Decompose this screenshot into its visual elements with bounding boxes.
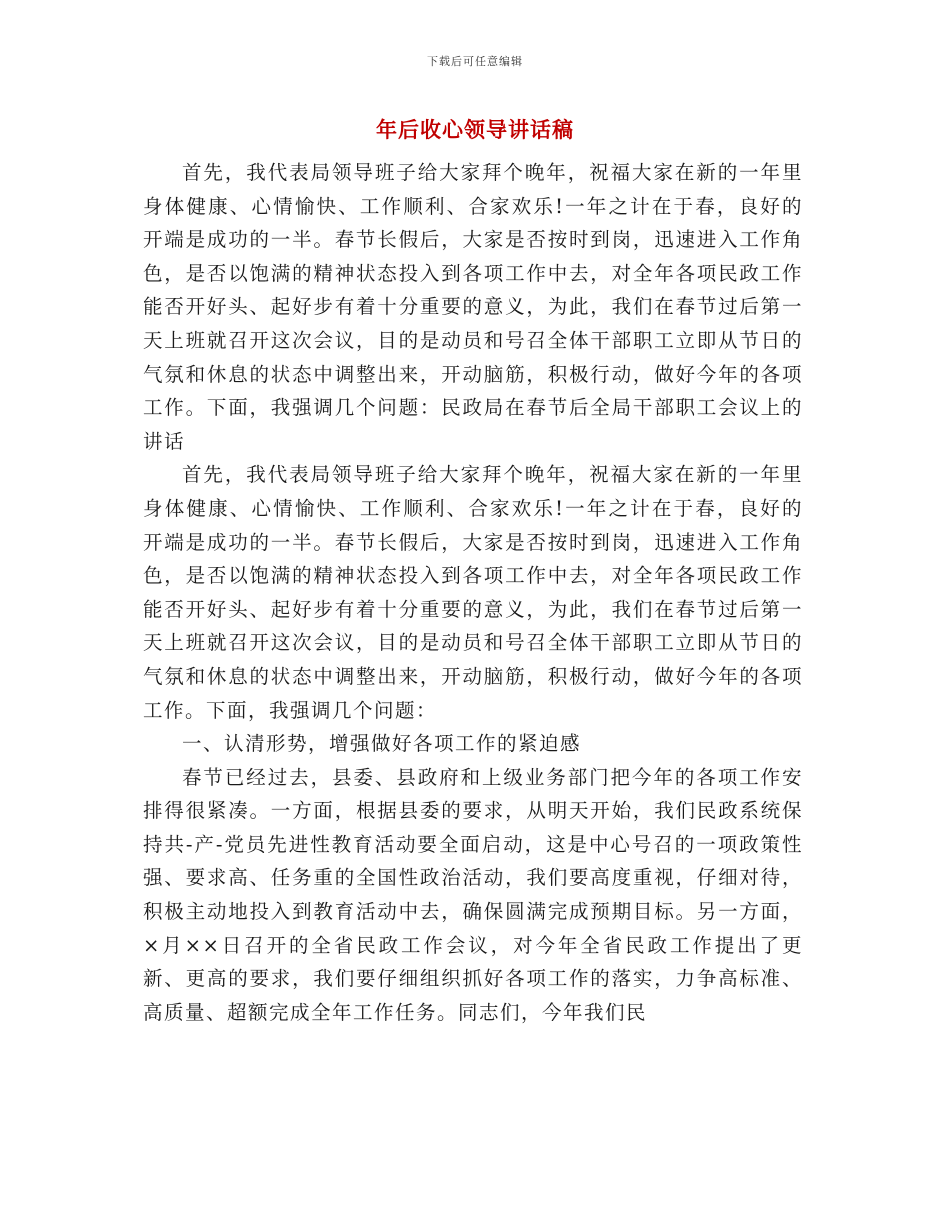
document-body [143, 156, 803, 1029]
paragraph: 首先，我代表局领导班子给大家拜个晚年，祝福大家在新的一年里身体健康、心情愉快、工作顺利、合家欢乐!一年之计在于春，良好的开端是成功的一半。春节长假后，大家是否按时到岗，迅速进入工作角色，是否以饱满的精神状态投入到各项工作中去，对全年各项民政工作能否开好头、起好步有着十分重要的意义，为此，我们在春节过后第一天上班就召开这次会议，目的是动员和号召全体干部职工立即从节日的气氛和休息的状态中调整出来，开动脑筋，积极行动，做好今年的各项工作。下面，我强调几个问题：民政局在春节后全局干部职工会议上的讲话 [143, 161, 803, 453]
section-heading: 一、认清形势，增强做好各项工作的紧迫感 [182, 732, 582, 756]
document-title: 年后收心领导讲话稿 [376, 118, 574, 142]
paragraph: 首先，我代表局领导班子给大家拜个晚年，祝福大家在新的一年里身体健康、心情愉快、工作顺利、合家欢乐!一年之计在于春，良好的开端是成功的一半。春节长假后，大家是否按时到岗，迅速进入工作角色，是否以饱满的精神状态投入到各项工作中去，对全年各项民政工作能否开好头、起好步有着十分重要的意义，为此，我们在春节过后第一天上班就召开这次会议，目的是动员和号召全体干部职工立即从节日的气氛和休息的状态中调整出来，开动脑筋，积极行动，做好今年的各项工作。下面，我强调几个问题： [143, 463, 803, 722]
paragraph: 春节已经过去，县委、县政府和上级业务部门把今年的各项工作安排得很紧凑。一方面，根据县委的要求，从明天开始，我们民政系统保持共-产-党员先进性教育活动要全面启动，这是中心号召的一项政策性强、要求高、任务重的全国性政治活动，我们要高度重视，仔细对待，积极主动地投入到教育活动中去，确保圆满完成预期目标。另一方面，×月××日召开的全省民政工作会议，对今年全省民政工作提出了更新、更高的要求，我们要仔细组织抓好各项工作的落实，力争高标准、高质量、超额完成全年工作任务。同志们，今年我们民 [143, 765, 803, 1024]
header-note: 下载后可任意编辑 [427, 55, 523, 68]
